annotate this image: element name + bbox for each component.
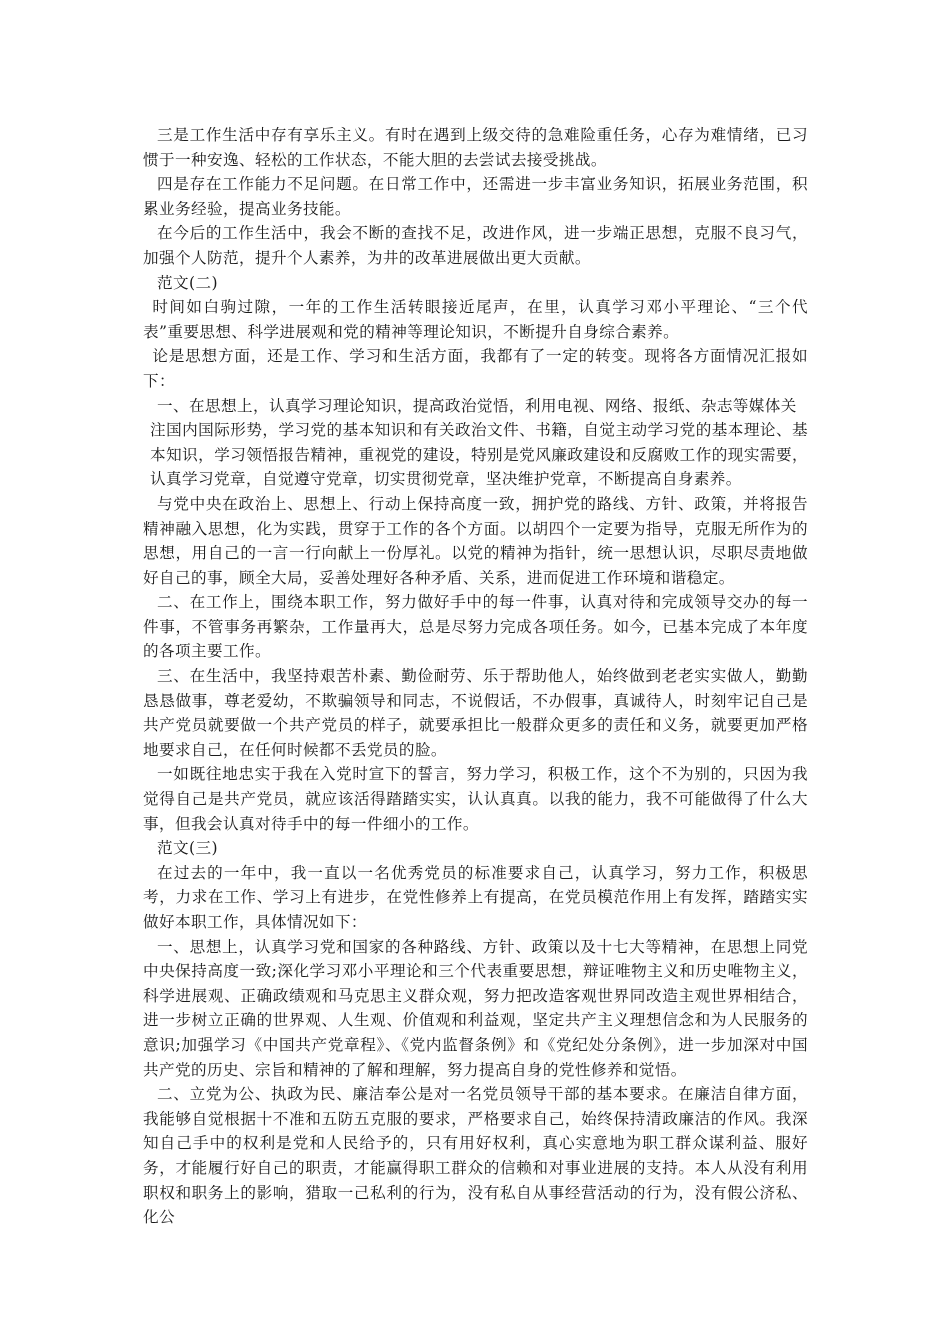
document-body <box>143 123 808 1230</box>
paragraph-past-year: 在过去的一年中，我一直以一名优秀党员的标准要求自己，认真学习，努力工作，积极思考，力求在工作、学习上有进步，在党性修养上有提高，在党员模范作用上有发挥，踏踏实实做好本职工作，具体情况如下： <box>143 863 808 931</box>
paragraph-ability-issue: 四是存在工作能力不足问题。在日常工作中，还需进一步丰富业务知识，拓展业务范围，积累业务经验，提高业务技能。 <box>143 175 808 218</box>
paragraph-ideology-first-line: 一、在思想上，认真学习理论知识，提高政治觉悟，利用电视、网络、报纸、杂志等媒体关 <box>157 396 797 415</box>
paragraph-ideology-continued: 注国内国际形势，学习党的基本知识和有关政治文件、书籍，自觉主动学习党的基本理论、基本知识，学习领悟报告精神，重视党的建设，特别是党风廉政建设和反腐败工作的现实需要，认真学习党章，自觉遵守党章，切实贯彻党章，坚决维护党章，不断提高自身素养。 <box>150 421 808 489</box>
paragraph-party-alignment: 与党中央在政治上、思想上、行动上保持高度一致，拥护党的路线、方针、政策，并将报告精神融入思想，化为实践，贯穿于工作的各个方面。以胡四个一定要为指导，克服无所作为的思想，用自己的一言一行向献上一份厚礼。以党的精神为指针，统一思想认识，尽职尽责地做好自己的事，顾全大局，妥善处理好各种矛盾、关系，进而促进工作环境和谐稳定。 <box>143 494 808 587</box>
paragraph-thought-study: 一、思想上，认真学习党和国家的各种路线、方针、政策以及十七大等精神，在思想上同党中央保持高度一致;深化学习邓小平理论和三个代表重要思想，辩证唯物主义和历史唯物主义，科学进展观、正确政绩观和马克思主义群众观，努力把改造客观世界同改造主观世界相结合，进一步树立正确的世界观、人生观、价值观和利益观，坚定共产主义理想信念和为人民服务的意识;加强学习《中国共产党章程》、《党内监督条例》和《党纪处分条例》，进一步加深对中国共产党的历史、宗旨和精神的了解和理解，努力提高自身的党性修养和觉悟。 <box>143 937 808 1079</box>
paragraph-oath: 一如既往地忠实于我在入党时宣下的誓言，努力学习，积极工作，这个不为别的，只因为我觉得自己是共产党员，就应该活得踏踏实实，认认真真。以我的能力，我不可能做得了什么大事，但我会认真对待手中的每一件细小的工作。 <box>143 765 808 833</box>
paragraph-integrity: 二、立党为公、执政为民、廉洁奉公是对一名党员领导干部的基本要求。在廉洁自律方面，我能够自觉根据十不准和五防五克服的要求，严格要求自己，始终保持清政廉洁的作风。我深知自己手中的权利是党和人民给予的，只有用好权利，真心实意地为职工群众谋利益、服好务，才能履行好自己的职责，才能赢得职工群众的信赖和对事业进展的支持。本人从没有利用职权和职务上的影响，猎取一己私利的行为，没有私自从事经营活动的行为，没有假公济私、化公 <box>143 1085 808 1227</box>
section-heading-sample-2: 范文(二) <box>157 273 218 292</box>
paragraph-work-section: 二、在工作上，围绕本职工作，努力做好手中的每一件事，认真对待和完成领导交办的每一件事，不管事务再繁杂，工作量再大，总是尽努力完成各项任务。如今，已基本完成了本年度的各项主要工作。 <box>143 593 808 661</box>
paragraph-future-commitment: 在今后的工作生活中，我会不断的查找不足，改进作风，进一步端正思想，克服不良习气，加强个人防范，提升个人素养，为井的改革进展做出更大贡献。 <box>143 224 808 267</box>
paragraph-year-review: 时间如白驹过隙，一年的工作生活转眼接近尾声，在里，认真学习邓小平理论、“三个代表”重要思想、科学进展观和党的精神等理论知识，不断提升自身综合素养。 <box>143 298 808 341</box>
paragraph-report-intro: 论是思想方面，还是工作、学习和生活方面，我都有了一定的转变。现将各方面情况汇报如下： <box>143 347 808 390</box>
section-heading-sample-3: 范文(三) <box>157 839 218 858</box>
paragraph-life-section: 三、在生活中，我坚持艰苦朴素、勤俭耐劳、乐于帮助他人，始终做到老老实实做人，勤勤恳恳做事，尊老爱幼，不欺骗领导和同志，不说假话，不办假事，真诚待人，时刻牢记自己是共产党员就要做一个共产党员的样子，就要承担比一般群众更多的责任和义务，就要更加严格地要求自己，在任何时候都不丢党员的脸。 <box>143 667 808 759</box>
paragraph-enjoyment-issue: 三是工作生活中存有享乐主义。有时在遇到上级交待的急难险重任务，心存为难情绪，已习惯于一种安逸、轻松的工作状态，不能大胆的去尝试去接受挑战。 <box>143 126 808 169</box>
